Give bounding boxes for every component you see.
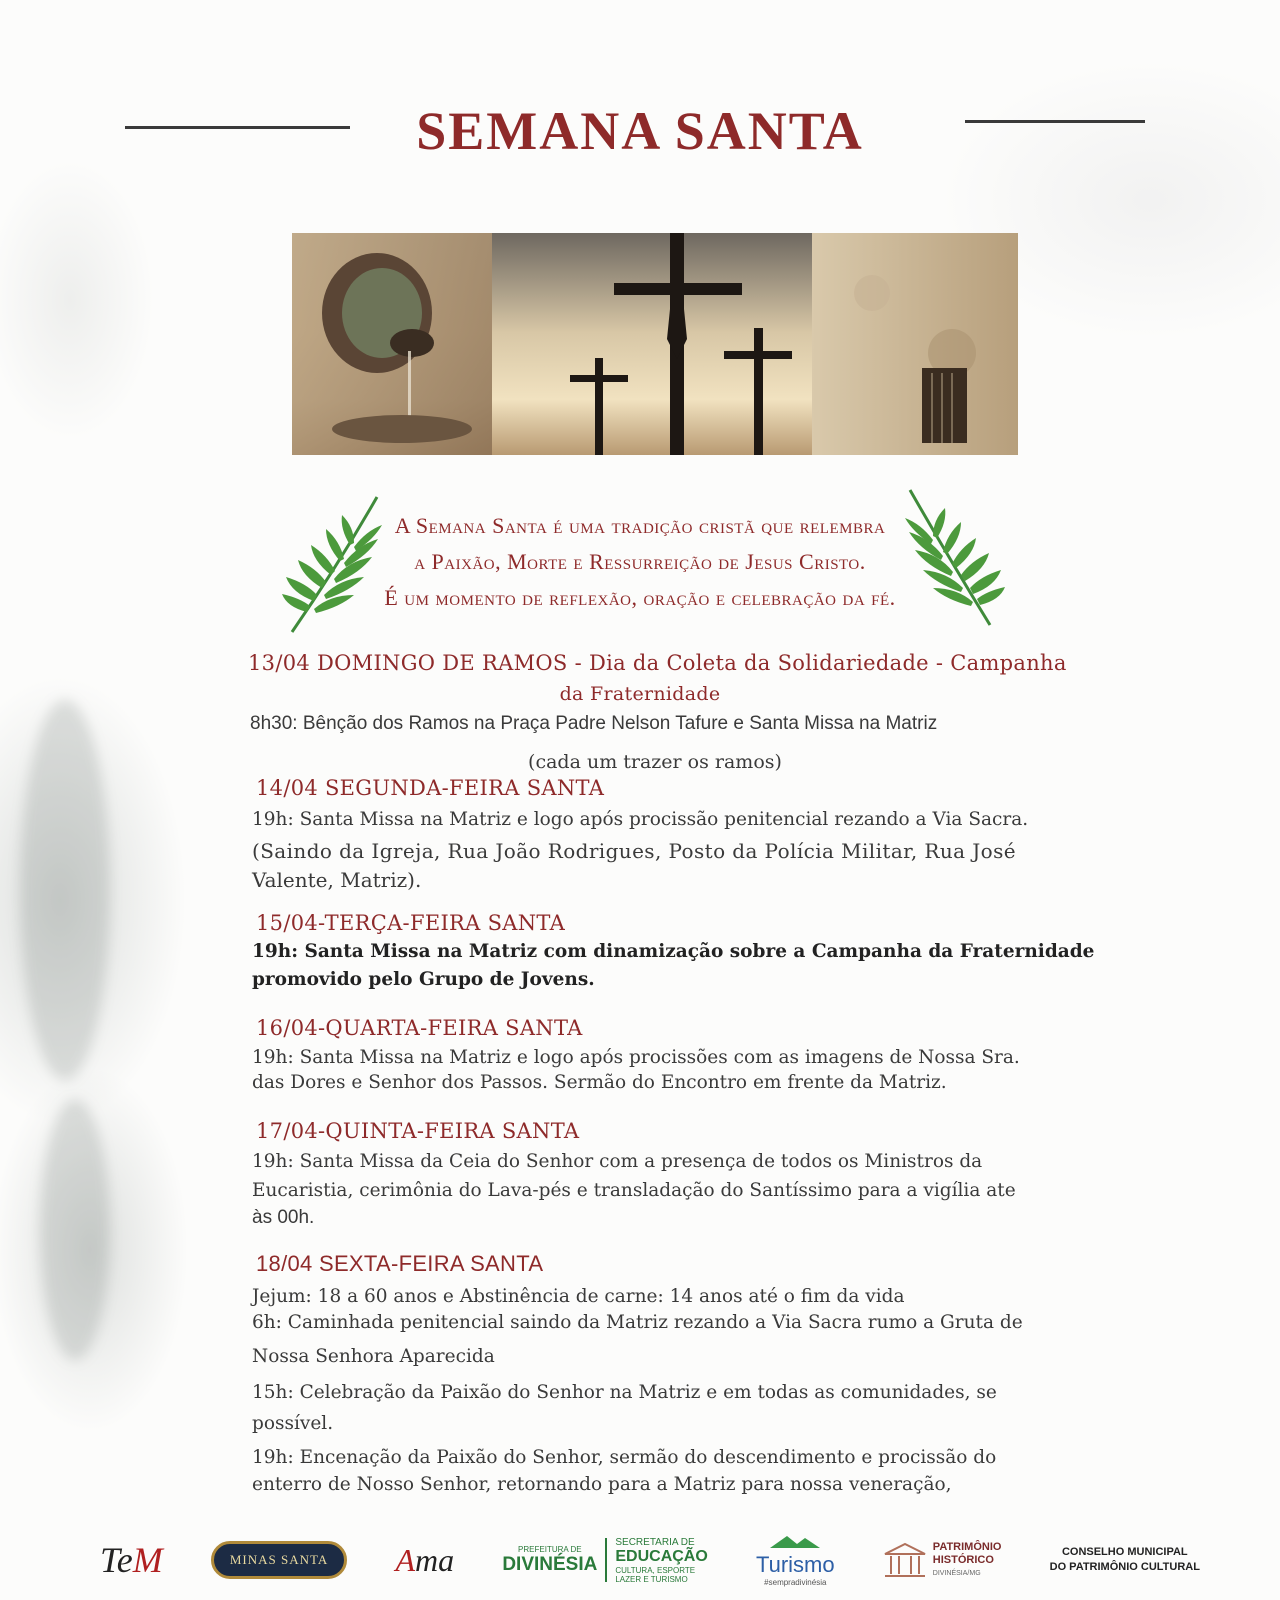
day-title-quinta-feira-santa: 17/04-QUINTA-FEIRA SANTA [256, 1119, 580, 1143]
schedule-line: Eucaristia, cerimônia do Lava-pés e transladação do Santíssimo para a vigília ate [252, 1180, 1016, 1201]
schedule-line: 19h: Encenação da Paixão do Senhor, sermão do descendimento e procissão do [252, 1447, 997, 1468]
day-title-domingo-de-ramos-cont: da Fraternidade [559, 683, 721, 705]
turismo-logo: Turismo #sempradivinésia [756, 1533, 835, 1587]
schedule-line: 6h: Caminhada penitencial saindo da Matriz rezando a Via Sacra rumo a Gruta de [252, 1312, 1023, 1333]
day-title-segunda-feira-santa: 14/04 SEGUNDA-FEIRA SANTA [256, 776, 605, 800]
page-title: SEMANA SANTA [416, 101, 864, 161]
building-icon [883, 1542, 927, 1578]
sponsor-logos [100, 1530, 1200, 1590]
schedule-line: 19h: Santa Missa na Matriz com dinamização sobre a Campanha da Fraternidade [252, 941, 1095, 962]
day-title-quarta-feira-santa: 16/04-QUARTA-FEIRA SANTA [256, 1016, 583, 1040]
schedule-line: Nossa Senhora Aparecida [252, 1346, 495, 1367]
secretaria-sub: LAZER E TURISMO [615, 1574, 688, 1584]
schedule-line: possível. [252, 1413, 334, 1434]
patrimonio-historico-logo: PATRIMÔNIO HISTÓRICO DIVINÉSIA/MG [883, 1541, 1002, 1580]
logo-divider [605, 1538, 607, 1582]
secretaria-sub: CULTURA, ESPORTE [615, 1565, 696, 1575]
schedule-line: às 00h. [252, 1207, 315, 1228]
secretaria-name: EDUCAÇÃO [615, 1547, 708, 1565]
schedule-line: (cada um trazer os ramos) [528, 751, 782, 773]
mountain-icon [765, 1534, 825, 1548]
day-title-terca-feira-santa: 15/04-TERÇA-FEIRA SANTA [256, 911, 566, 935]
schedule-line: 15h: Celebração da Paixão do Senhor na Matriz e em todas as comunidades, se [252, 1382, 997, 1403]
palm-leaf-icon [895, 480, 1005, 630]
day-title-sexta-feira-santa: 18/04 SEXTA-FEIRA SANTA [256, 1251, 544, 1276]
day-title-domingo-de-ramos: 13/04 DOMINGO DE RAMOS - Dia da Coleta da Solidariedade - Campanha [248, 651, 1067, 675]
tem-logo: Te M [100, 1540, 163, 1580]
intro-line: a Paixão, Morte e Ressurreição de Jesus Cristo. [414, 549, 866, 574]
secretaria-label: SECRETARIA DE [615, 1536, 695, 1548]
crucifixion-banner-image [292, 233, 1018, 455]
intro-line: A Semana Santa é uma tradição cristã que relembra [394, 513, 886, 538]
intro-text [380, 508, 900, 616]
prefeitura-name: DIVINÉSIA [502, 1553, 598, 1575]
schedule-line: (Saindo da Igreja, Rua João Rodrigues, Posto da Polícia Militar, Rua José [252, 839, 1017, 863]
schedule-line: 19h: Santa Missa na Matriz e logo após procissão penitencial rezando a Via Sacra. [252, 809, 1029, 830]
schedule-line: 19h: Santa Missa da Ceia do Senhor com a presença de todos os Ministros da [252, 1151, 983, 1172]
schedule-line: promovido pelo Grupo de Jovens. [252, 969, 595, 990]
palm-leaf-icon [282, 487, 392, 637]
prefeitura-label: PREFEITURA DE [518, 1544, 582, 1554]
ama-logo: A ma [395, 1541, 455, 1578]
intro-line: É um momento de reflexão, oração e celebração da fé. [384, 585, 896, 610]
minas-santa-logo: MINAS SANTA [211, 1541, 347, 1579]
schedule-line: Valente, Matriz). [252, 868, 422, 892]
prefeitura-divinesia-logo [502, 1537, 707, 1584]
conselho-municipal-logo: CONSELHO MUNICIPAL DO PATRIMÔNIO CULTURAL [1049, 1546, 1200, 1573]
schedule-line: enterro de Nosso Senhor, retornando para a Matriz para nossa veneração, [252, 1474, 952, 1495]
schedule-line: 19h: Santa Missa na Matriz e logo após procissões com as imagens de Nossa Sra. [252, 1047, 1020, 1068]
schedule-line: das Dores e Senhor dos Passos. Sermão do Encontro em frente da Matriz. [252, 1072, 947, 1093]
schedule-line: Jejum: 18 a 60 anos e Abstinência de carne: 14 anos até o fim da vida [252, 1286, 905, 1307]
schedule-line: 8h30: Bênção dos Ramos na Praça Padre Nelson Tafure e Santa Missa na Matriz [250, 713, 938, 734]
